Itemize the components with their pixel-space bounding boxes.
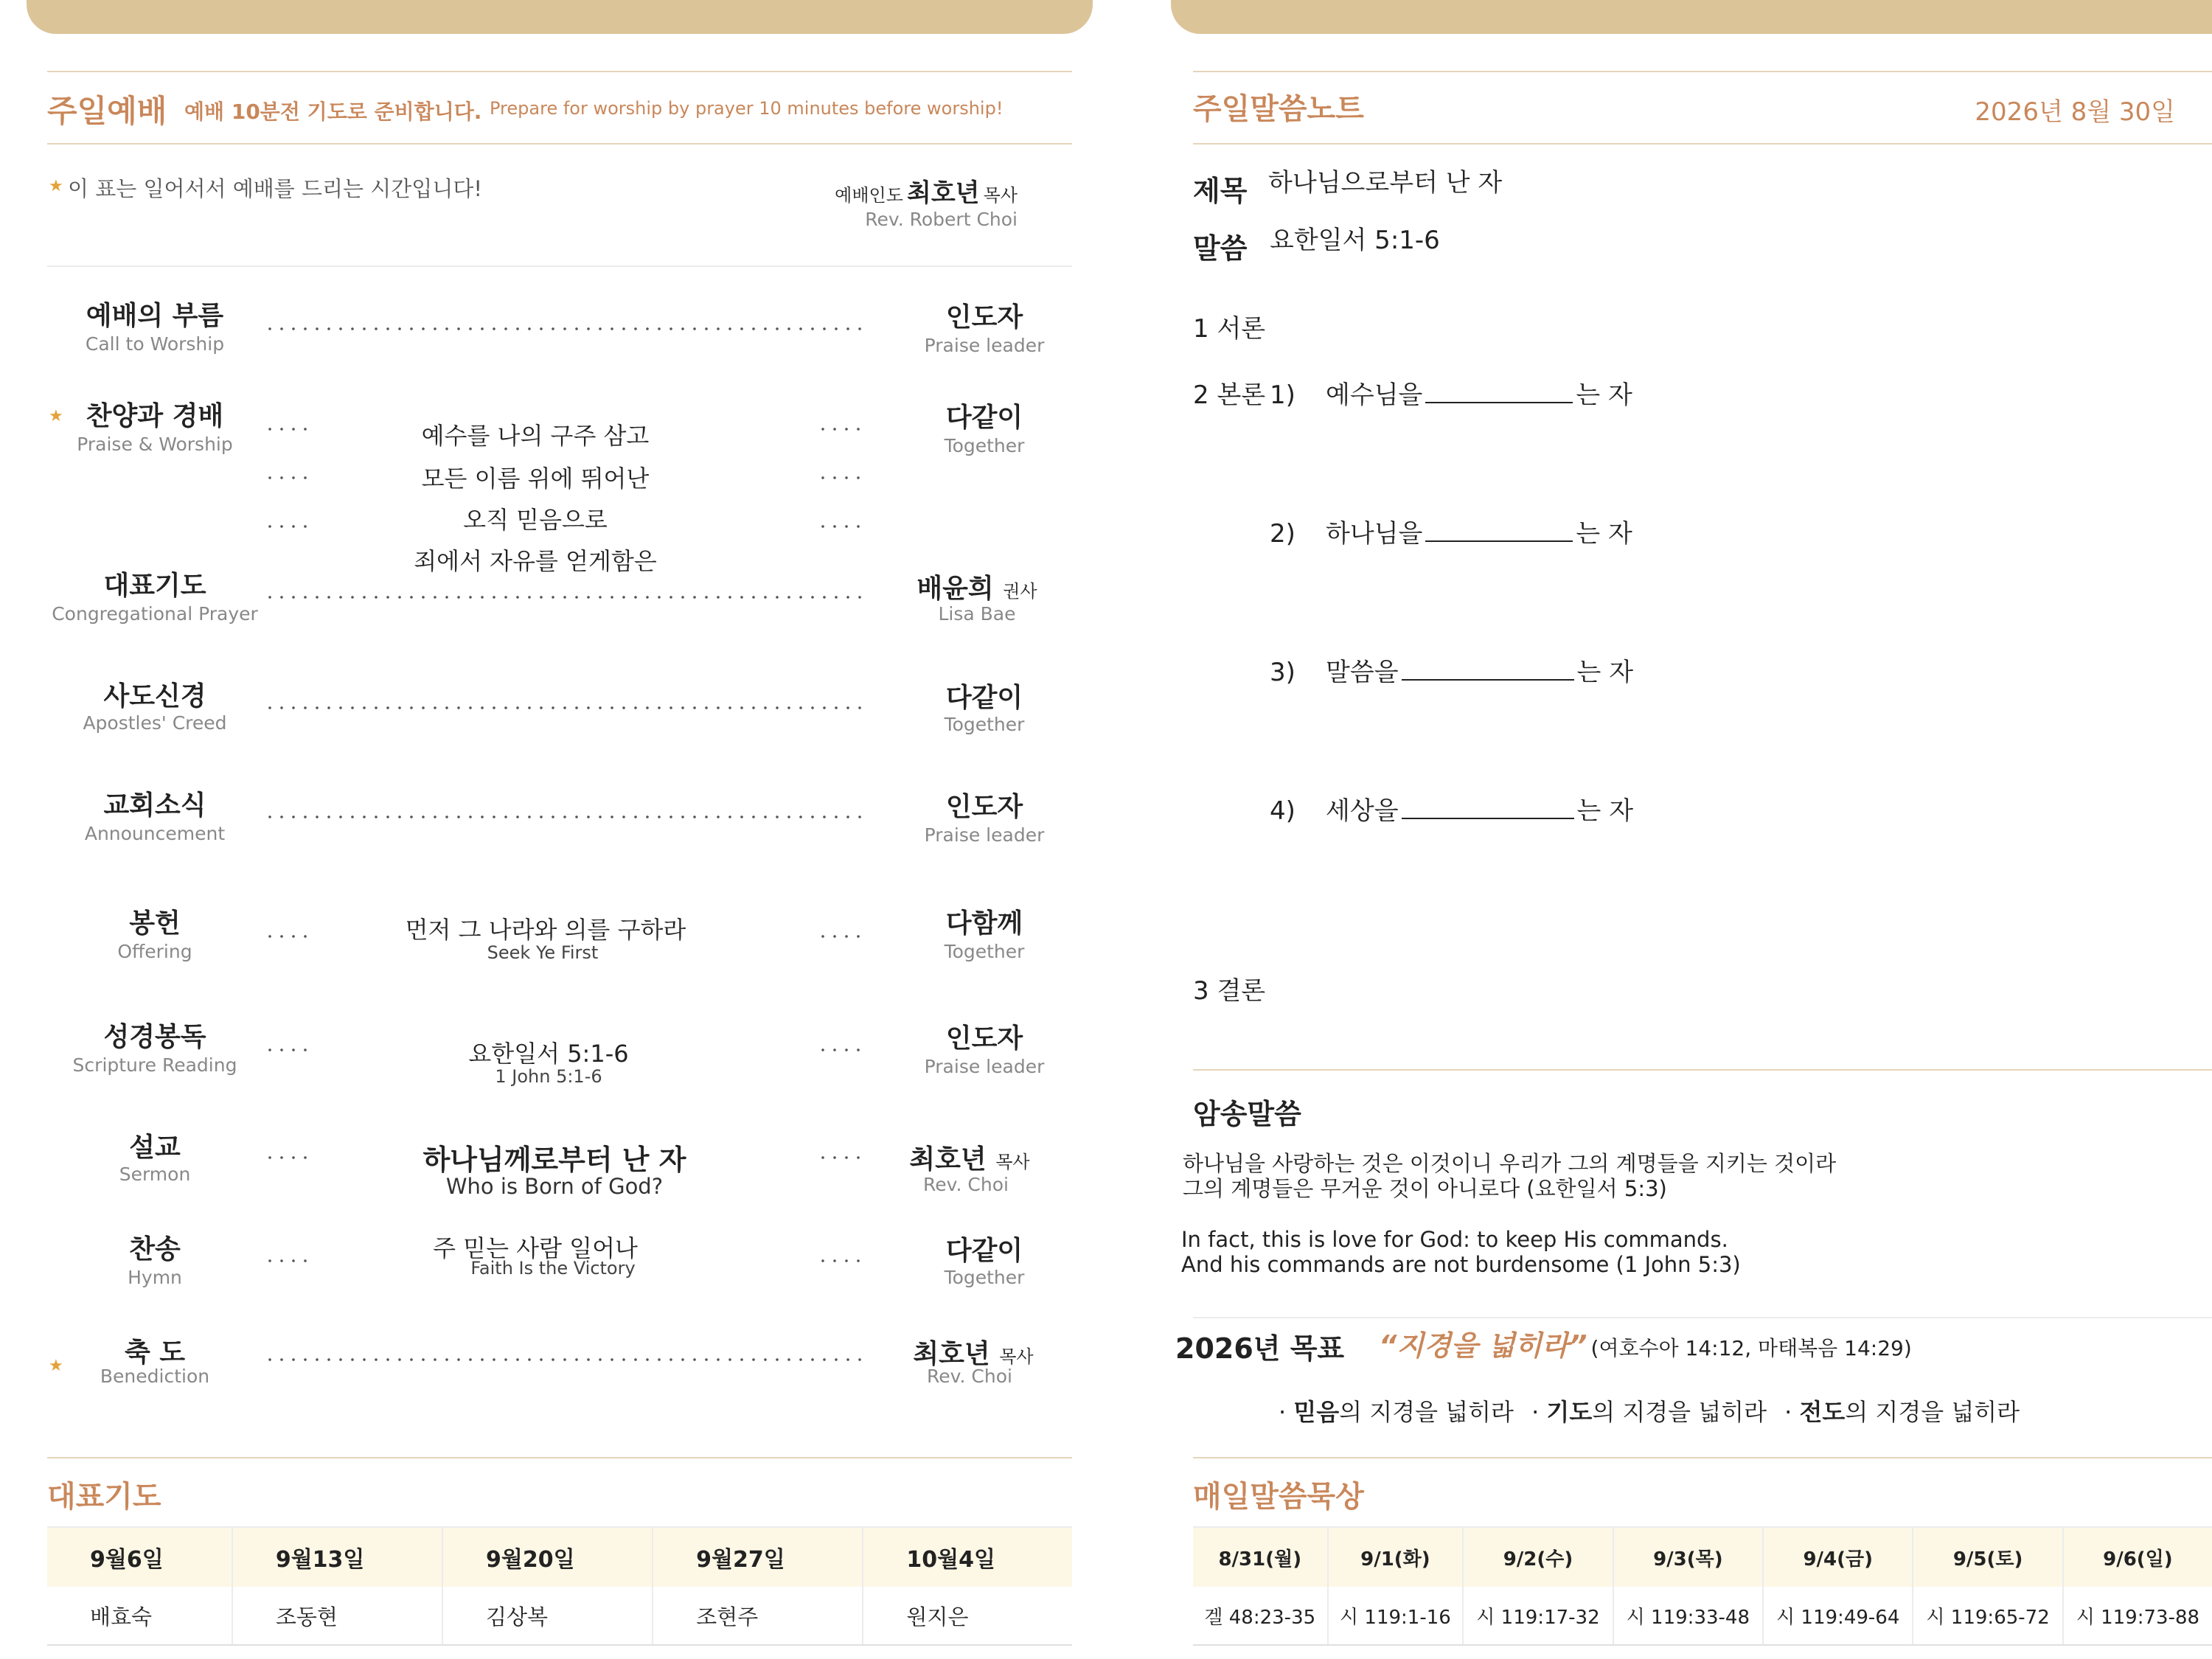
daily-day: 9/4(금)	[1763, 1527, 1913, 1587]
divider	[1193, 1457, 2212, 1458]
item-leader-en: Lisa Bae	[938, 603, 1016, 625]
subject-value: 하나님으로부터 난 자	[1268, 168, 1503, 198]
sermon-title: 하나님께로부터 난 자	[422, 1144, 686, 1176]
memory-title: 암송말씀	[1193, 1098, 1301, 1130]
divider	[1193, 71, 2212, 72]
goal-refs: (여호수아 14:12, 마태복음 14:29)	[1590, 1336, 1912, 1360]
leader-name: 최호년	[913, 1339, 990, 1369]
table-row	[47, 1587, 1072, 1645]
leader-dots	[264, 1358, 869, 1361]
item-en: Offering	[117, 941, 192, 962]
divider	[47, 1457, 1072, 1458]
item-leader	[881, 1138, 1058, 1176]
item-en: Announcement	[84, 823, 226, 844]
goal-bold: 전도	[1799, 1398, 1846, 1426]
prayer-date: 10월4일	[863, 1527, 1072, 1587]
table-row	[47, 1527, 1072, 1587]
top-band-right	[1171, 0, 2212, 34]
conclusion-label: 3 결론	[1193, 976, 1266, 1006]
item-en: Congregational Prayer	[52, 603, 258, 625]
item-leader-en: Together	[944, 435, 1025, 456]
goal-item: · 믿음의 지경을 넓히라	[1279, 1398, 1514, 1426]
item-en: Praise & Worship	[77, 434, 233, 455]
memory-ko-2: 그의 계명들은 무거운 것이 아니로다 (요한일서 5:3)	[1183, 1176, 1667, 1201]
point-pre: 하나님을	[1326, 519, 1423, 549]
leader-dots	[264, 706, 869, 709]
daily-reading: 시 119:73-88	[2063, 1587, 2212, 1645]
prayer-name: 배효숙	[47, 1587, 232, 1645]
star-icon: ★	[49, 1357, 63, 1375]
item-benediction: 축 도	[124, 1338, 186, 1368]
goal-bold: 믿음	[1293, 1398, 1340, 1426]
daily-reading: 시 119:1-16	[1328, 1587, 1464, 1645]
divider	[1193, 1069, 2212, 1071]
song-title: 죄에서 자유를 얻게함은	[414, 547, 657, 575]
point-post: 는 자	[1576, 796, 1634, 826]
item-leader-en: Together	[944, 941, 1025, 962]
offering-song-en: Seek Ye First	[487, 942, 599, 963]
body-label: 2 본론	[1193, 380, 1266, 410]
daily-reading: 겔 48:23-35	[1193, 1587, 1328, 1645]
item-leader: 인도자	[945, 792, 1023, 822]
item-apostles-creed: 사도신경	[103, 681, 206, 712]
top-band-left	[27, 0, 1093, 34]
daily-day: 9/1(화)	[1328, 1527, 1464, 1587]
worship-leader	[796, 173, 1018, 230]
divider	[47, 143, 1072, 145]
item-leader: 다같이	[945, 683, 1023, 713]
prayer-table	[47, 1526, 1072, 1646]
item-leader: 인도자	[945, 1023, 1023, 1054]
item-congregational-prayer: 대표기도	[103, 571, 206, 601]
point-3	[1270, 652, 1633, 688]
scripture-passage: 요한일서 5:1-6	[468, 1040, 629, 1068]
divider	[1193, 1317, 2212, 1318]
point-num: 1)	[1270, 380, 1295, 410]
divider	[1193, 143, 2212, 145]
song-title: 오직 믿음으로	[463, 506, 608, 534]
item-leader: 다같이	[945, 1236, 1023, 1266]
star-icon: ★	[49, 177, 63, 195]
leader-dots	[264, 476, 316, 479]
memory-en-1: In fact, this is love for God: to keep His commands.	[1181, 1227, 1728, 1252]
leader-dots	[817, 476, 869, 479]
hymn-title-en: Faith Is the Victory	[470, 1258, 636, 1279]
goal-bold: 기도	[1546, 1398, 1593, 1426]
prayer-name: 조동현	[232, 1587, 442, 1645]
point-num: 2)	[1270, 519, 1295, 549]
item-leader-en: Together	[944, 714, 1025, 735]
item-en: Scripture Reading	[72, 1054, 237, 1076]
item-en: Call to Worship	[85, 333, 225, 355]
goal-label: 2026년 목표	[1175, 1332, 1345, 1365]
table-row	[1193, 1527, 2212, 1587]
leader-dots	[817, 1048, 869, 1051]
item-praise-worship: 찬양과 경배	[86, 401, 224, 431]
item-leader-en: Praise leader	[924, 1056, 1045, 1077]
point-num: 4)	[1270, 796, 1295, 826]
point-4	[1270, 790, 1633, 827]
table-row	[1193, 1587, 2212, 1645]
passage-value: 요한일서 5:1-6	[1270, 226, 1440, 255]
leader-dots	[817, 1156, 869, 1159]
item-en: Benediction	[100, 1366, 210, 1387]
fill-blank[interactable]	[1425, 380, 1573, 403]
prayer-date: 9월20일	[442, 1527, 653, 1587]
leader-label: 예배인도	[835, 185, 903, 206]
point-num: 3)	[1270, 658, 1295, 687]
leader-dots	[817, 525, 869, 528]
daily-table	[1193, 1526, 2212, 1646]
leader-dots	[817, 935, 869, 938]
prayer-name: 조현주	[653, 1587, 863, 1645]
item-leader	[888, 568, 1065, 605]
point-pre: 말씀을	[1326, 658, 1399, 687]
item-sermon: 설교	[129, 1133, 181, 1163]
leader-dots	[264, 596, 869, 599]
item-leader-en: Rev. Choi	[927, 1366, 1012, 1387]
leader-title: 목사	[983, 185, 1018, 206]
scripture-passage-en: 1 John 5:1-6	[495, 1066, 602, 1087]
daily-day: 9/2(수)	[1463, 1527, 1613, 1587]
item-en: Apostles' Creed	[83, 712, 227, 734]
goal-item: · 전도의 지경을 넓히라	[1784, 1398, 2020, 1426]
daily-day: 8/31(월)	[1193, 1527, 1328, 1587]
leader-en: Rev. Robert Choi	[865, 209, 1018, 230]
passage-label: 말씀	[1193, 232, 1248, 265]
worship-title: 주일예배	[47, 93, 167, 129]
daily-reading: 시 119:17-32	[1463, 1587, 1613, 1645]
worship-subtitle-en: Prepare for worship by prayer 10 minutes before worship!	[490, 98, 1004, 119]
daily-reading: 시 119:65-72	[1913, 1587, 2062, 1645]
leader-name: 배윤희	[917, 574, 994, 604]
point-pre: 세상을	[1326, 796, 1399, 826]
leader-rank: 권사	[1003, 581, 1037, 602]
fill-blank[interactable]	[1402, 796, 1574, 819]
divider	[47, 71, 1072, 72]
goal-motto	[1379, 1323, 1912, 1363]
goal-rest: 의 지경을 넓히라	[1339, 1398, 1514, 1426]
daily-reading: 시 119:33-48	[1613, 1587, 1763, 1645]
leader-rank: 목사	[999, 1346, 1034, 1367]
song-title: 예수를 나의 구주 삼고	[421, 422, 650, 450]
standing-note: 이 표는 일어서서 예배를 드리는 시간입니다!	[68, 176, 482, 201]
item-leader-en: Praise leader	[924, 824, 1045, 846]
item-offering: 봉헌	[129, 908, 181, 939]
memory-ko-1: 하나님을 사랑하는 것은 이것이니 우리가 그의 계명들을 지키는 것이라	[1183, 1151, 1837, 1176]
item-call-to-worship: 예배의 부름	[86, 301, 224, 331]
goal-items	[1279, 1394, 2020, 1427]
item-announcement: 교회소식	[103, 790, 206, 821]
goal-rest: 의 지경을 넓히라	[1592, 1398, 1767, 1426]
fill-blank[interactable]	[1402, 657, 1574, 681]
daily-day: 9/3(목)	[1613, 1527, 1763, 1587]
point-post: 는 자	[1576, 380, 1632, 410]
leader-name: 최호년	[909, 1144, 987, 1175]
divider	[47, 265, 1072, 267]
item-en: Hymn	[128, 1267, 182, 1288]
item-leader-en: Together	[944, 1267, 1025, 1288]
leader-dots	[264, 1048, 316, 1051]
leader-dots	[264, 935, 316, 938]
point-post: 는 자	[1576, 658, 1634, 687]
leader-dots	[264, 327, 869, 330]
star-icon: ★	[49, 407, 63, 425]
goal-motto-text: “지경을 넓히라”	[1379, 1329, 1587, 1362]
item-leader: 인도자	[945, 302, 1023, 333]
daily-title: 매일말씀묵상	[1193, 1480, 1364, 1514]
offering-song: 먼저 그 나라와 의를 구하라	[405, 916, 686, 944]
leader-dots	[817, 428, 869, 431]
worship-subtitle-ko: 예배 10분전 기도로 준비합니다.	[184, 100, 482, 124]
item-leader: 다함께	[945, 908, 1023, 939]
prayer-date: 9월13일	[232, 1527, 442, 1587]
daily-day: 9/5(토)	[1913, 1527, 2062, 1587]
leader-rank: 목사	[995, 1152, 1030, 1172]
leader-dots	[264, 815, 869, 818]
song-title: 모든 이름 위에 뛰어난	[421, 465, 650, 493]
point-pre: 예수님을	[1326, 380, 1423, 410]
leader-dots	[264, 1156, 316, 1159]
daily-day: 9/6(일)	[2063, 1527, 2212, 1587]
memory-en-2: And his commands are not burdensome (1 John 5:3)	[1181, 1252, 1741, 1277]
leader-dots	[817, 1259, 869, 1262]
item-leader-en: Praise leader	[924, 335, 1045, 356]
fill-blank[interactable]	[1425, 518, 1573, 542]
subject-label: 제목	[1193, 175, 1248, 207]
point-1	[1270, 375, 1632, 411]
prayer-name: 김상복	[442, 1587, 653, 1645]
leader-dots	[264, 1259, 316, 1262]
item-scripture-reading: 성경봉독	[103, 1022, 206, 1052]
point-2	[1270, 513, 1632, 549]
item-hymn: 찬송	[129, 1234, 181, 1265]
point-post: 는 자	[1576, 519, 1632, 549]
notes-date: 2026년 8월 30일	[1975, 97, 2175, 127]
prayer-name: 원지은	[863, 1587, 1072, 1645]
prayer-title: 대표기도	[47, 1480, 161, 1514]
hymn-title: 주 믿는 사람 일어나	[433, 1234, 638, 1262]
item-en: Sermon	[119, 1164, 191, 1185]
leader-dots	[264, 428, 316, 431]
goal-item: · 기도의 지경을 넓히라	[1531, 1398, 1767, 1426]
prayer-date: 9월6일	[47, 1527, 232, 1587]
intro-label: 1 서론	[1193, 314, 1266, 344]
leader-dots	[264, 525, 316, 528]
daily-reading: 시 119:49-64	[1763, 1587, 1913, 1645]
worship-header	[47, 87, 1072, 131]
leader-name: 최호년	[906, 178, 980, 208]
item-leader: 다같이	[945, 403, 1023, 433]
sermon-title-en: Who is Born of God?	[445, 1174, 664, 1199]
prayer-date: 9월27일	[653, 1527, 863, 1587]
notes-title: 주일말씀노트	[1193, 92, 1364, 126]
item-leader-en: Rev. Choi	[923, 1174, 1009, 1195]
goal-rest: 의 지경을 넓히라	[1845, 1398, 2020, 1426]
